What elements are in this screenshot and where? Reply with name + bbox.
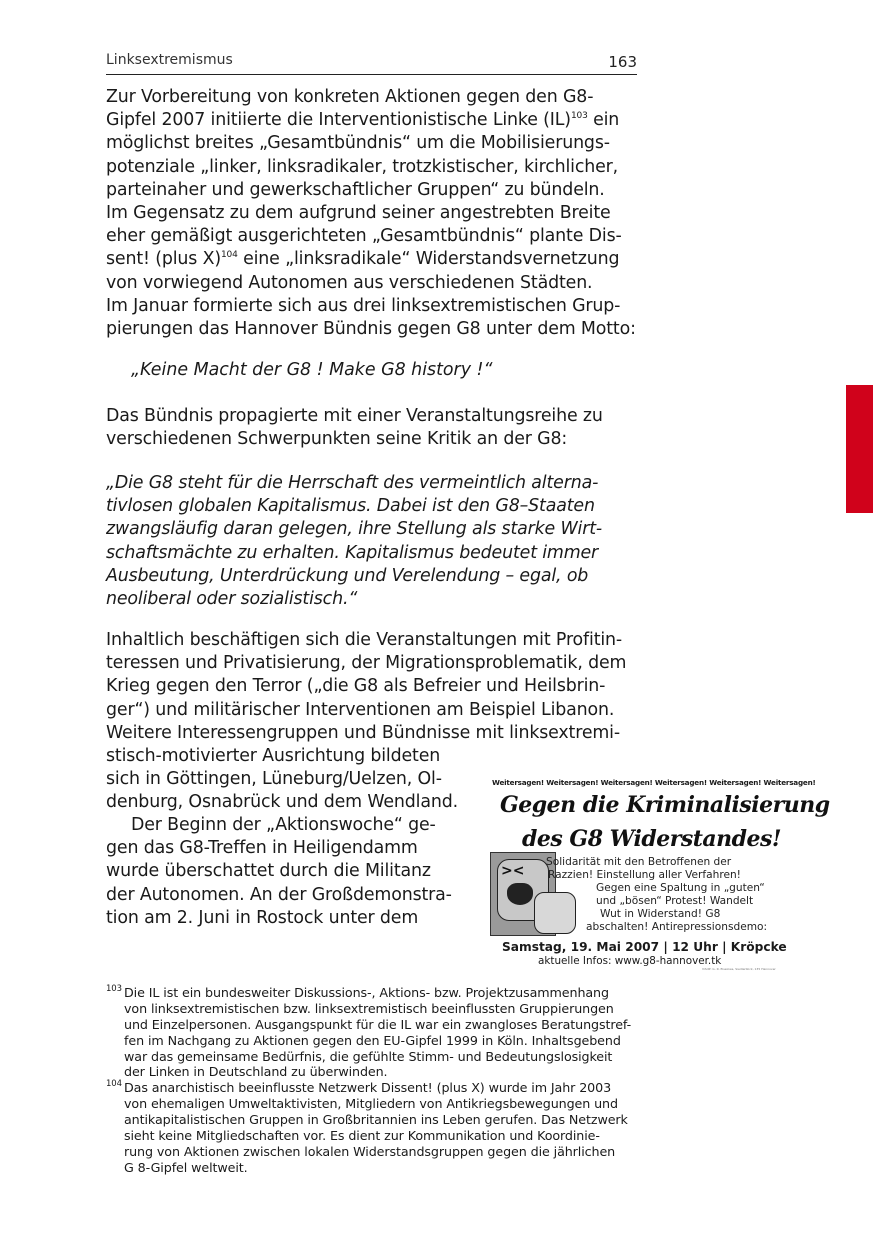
text-line: potenziale „linker, linksradikaler, trotzkistischer, kirchlicher, [106, 156, 619, 177]
poster-text-line: Razzien! Einstellung aller Verfahren! [548, 869, 741, 881]
text-line: Im Gegensatz zu dem aufgrund seiner angestrebten Breite [106, 202, 611, 223]
motto-quote: „Keine Macht der G8 ! Make G8 history !“ [131, 360, 493, 380]
poster-info-url: aktuelle Infos: www.g8-hannover.tk [538, 955, 722, 967]
text-line: rung von Aktionen zwischen lokalen Widerstandsgruppen gegen die jährlichen [124, 1143, 616, 1159]
text-line: tion am 2. Juni in Rostock unter dem [106, 907, 419, 928]
text-line: von linksextremistischen bzw. linksextremistisch beeinflussten Gruppierungen [124, 1000, 614, 1016]
text-line: sent! (plus X)$^{104}$ eine „linksradikale“ Widerstandsvernetzung [106, 249, 620, 270]
poster-date: Samstag, 19. Mai 2007 | 12 Uhr | Kröpcke [502, 940, 787, 954]
text-line: Ausbeutung, Unterdrückung und Verelendung – egal, ob [106, 565, 589, 586]
poster-text-line: abschalten! Antirepressionsdemo: [586, 921, 768, 933]
block-quote [106, 472, 646, 611]
text-line: fen im Nachgang zu Aktionen gegen den EU-Gipfel 1999 in Köln. Inhaltsgebend [124, 1032, 621, 1048]
text-line: sich in Göttingen, Lüneburg/Uelzen, Ol- [106, 769, 442, 790]
running-header [106, 50, 637, 75]
text-line: Im Januar formierte sich aus drei linksextremistischen Grup- [106, 295, 621, 316]
text-line: Die IL ist ein bundesweiter Diskussions-, Aktions- bzw. Projektzusammenhang [124, 985, 609, 1000]
text-line: Krieg gegen den Terror („die G8 als Befreier und Heilsbrin- [106, 676, 606, 697]
text-line: sieht keine Mitgliedschaften vor. Es dient zur Kommunikation und Koordinie- [124, 1128, 600, 1144]
poster-banner: Weitersagen! Weitersagen! Weitersagen! Weitersagen! Weitersagen! Weitersagen! [492, 778, 816, 787]
poster-text-line: Solidarität mit den Betroffenen der [546, 856, 732, 868]
screaming-cartoon-figure-icon: >< [490, 852, 556, 936]
footnote-ref-103[interactable]: 103 [570, 111, 588, 122]
footnote-number: 103 [106, 984, 122, 994]
text-line: Zur Vorbereitung von konkreten Aktionen gegen den G8- [106, 87, 594, 107]
section-title: Linksextremismus [106, 52, 233, 68]
text-line: teressen und Privatisierung, der Migrationsproblematik, dem [106, 653, 627, 674]
text-line: G 8-Gipfel weltweit. [124, 1159, 248, 1175]
text-line: „Die G8 steht für die Herrschaft des vermeintlich alterna- [106, 473, 599, 493]
text-line: der Linken in Deutschland zu überwinden. [124, 1064, 388, 1080]
page-number: 163 [608, 53, 637, 71]
text-line: schaftsmächte zu erhalten. Kapitalismus bedeutet immer [106, 542, 599, 563]
text-line: Inhaltlich beschäftigen sich die Veranstaltungen mit Profitin- [106, 630, 623, 650]
text-line: gen das G8-Treffen in Heiligendamm [106, 838, 418, 859]
footnote-ref-104[interactable]: 104 [220, 250, 238, 261]
text-line: Gipfel 2007 initiierte die Interventionistische Linke (IL)$^{103}$ ein [106, 110, 620, 131]
text-line: möglichst breites „Gesamtbündnis“ um die Mobilisierungs- [106, 133, 610, 154]
poster-text-line: Gegen eine Spaltung in „guten“ [596, 882, 765, 894]
paragraph-intro [106, 86, 646, 341]
footnote-104 [106, 1080, 646, 1175]
protest-poster-image [488, 776, 830, 974]
text-line: und Einzelpersonen. Ausgangspunkt für die IL war ein zwangloses Beratungstref- [124, 1016, 632, 1032]
text-line: stisch-motivierter Ausrichtung bildeten [106, 745, 441, 766]
text-line: der Autonomen. An der Großdemonstra- [106, 884, 452, 905]
text-line: Das Bündnis propagierte mit einer Veranstaltungsreihe zu [106, 406, 603, 426]
footnote-103 [106, 985, 646, 1080]
footnotes [106, 985, 646, 1176]
text-line: wurde überschattet durch die Militanz [106, 861, 431, 882]
text-line: parteinaher und gewerkschaftlicher Gruppen“ zu bündeln. [106, 179, 605, 200]
footnote-number: 104 [106, 1079, 122, 1090]
text-line: Das anarchistisch beeinflusste Netzwerk Dissent! (plus X) wurde im Jahr 2003 [124, 1080, 612, 1096]
poster-headline-2: des G8 Widerstandes! [522, 826, 782, 852]
raised-fist-icon [534, 892, 576, 934]
text-line: neoliberal oder sozialistisch.“ [106, 588, 358, 609]
text-line: antikapitalistischen Gruppen in Großbritannien ins Leben gerufen. Das Netzwerk [124, 1112, 628, 1128]
paragraph-events [106, 405, 646, 451]
text-line: eher gemäßigt ausgerichteten „Gesamtbündnis“ plante Dis- [106, 226, 622, 247]
text-line: ger“) und militärischer Interventionen am Beispiel Libanon. [106, 699, 615, 720]
text-line: Weitere Interessengruppen und Bündnisse mit linksextremi- [106, 722, 620, 743]
text-line: zwangsläufig daran gelegen, ihre Stellung als starke Wirt- [106, 519, 602, 540]
poster-headline-1: Gegen die Kriminalisierung [500, 792, 830, 818]
section-marker-tab [846, 385, 873, 513]
text-line: von vorwiegend Autonomen aus verschiedenen Städten. [106, 272, 593, 293]
text-line: verschiedenen Schwerpunkten seine Kritik an der G8: [106, 429, 568, 450]
text-line: pierungen das Hannover Bündnis gegen G8 unter dem Motto: [106, 318, 636, 339]
text-line: Der Beginn der „Aktionswoche“ ge- [131, 815, 436, 835]
text-line: tivlosen globalen Kapitalismus. Dabei ist den G8–Staaten [106, 496, 595, 517]
text-line: denburg, Osnabrück und dem Wendland. [106, 792, 458, 813]
poster-text-line: Wut in Widerstand! G8 [600, 908, 721, 920]
text-line: war das gemeinsame Bedürfnis, die gefühlte Stimm- und Bedeutungslosigkeit [124, 1048, 613, 1064]
text-line: von ehemaligen Umweltaktivisten, Mitgliedern von Antikriegsbewegungen und [124, 1096, 618, 1112]
poster-text-line: und „bösen“ Protest! Wandelt [596, 895, 754, 907]
poster-imprint: ViSdP: G. R. Eiselows, Siedlerblick, 135 Hannover [702, 967, 776, 971]
